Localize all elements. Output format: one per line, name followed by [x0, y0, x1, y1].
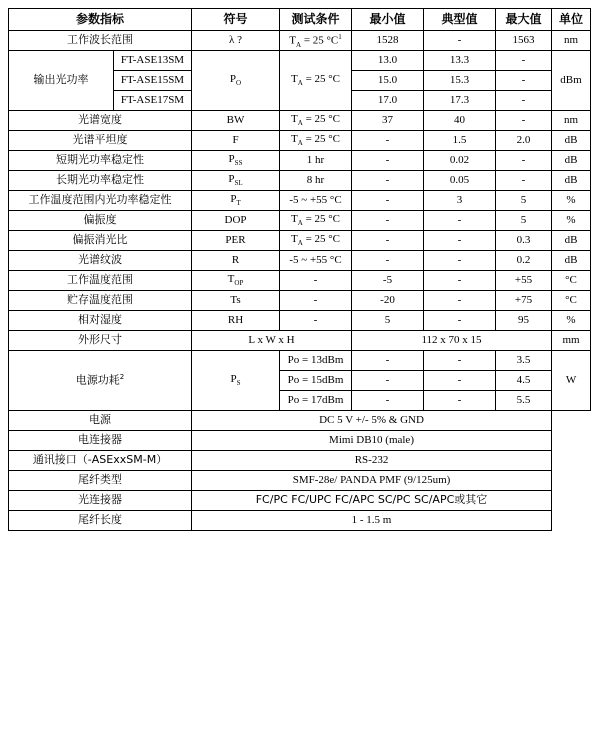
header-typical: 典型值	[424, 9, 496, 31]
table-row	[9, 291, 591, 311]
param-power-stability-over-temp: 工作温度范围内光功率稳定性	[9, 191, 192, 211]
typ-power-17dbm: -	[424, 391, 496, 411]
value-dimensions: 112 x 70 x 15	[352, 331, 552, 351]
symbol-power-consumption: $P_S$	[192, 351, 280, 411]
table-row	[9, 131, 591, 151]
typ-dop: -	[424, 211, 496, 231]
max-power-17dbm: 5.5	[496, 391, 552, 411]
table-row	[9, 311, 591, 331]
min-flatness: -	[352, 131, 424, 151]
cond-dop: $T_A = 25$ °C	[280, 211, 352, 231]
max-output-power-13: -	[496, 51, 552, 71]
param-wavelength-range: 工作波长范围	[9, 31, 192, 51]
cond-power-15dbm: Po = 15dBm	[280, 371, 352, 391]
min-operating-temperature: -5	[352, 271, 424, 291]
unit-per: dB	[552, 231, 591, 251]
cond-dimensions: L x W x H	[192, 331, 352, 351]
cond-output-power: $T_A = 25$ °C	[280, 51, 352, 111]
param-relative-humidity: 相对湿度	[9, 311, 192, 331]
min-output-power-17: 17.0	[352, 91, 424, 111]
max-ripple: 0.2	[496, 251, 552, 271]
typ-wavelength: -	[424, 31, 496, 51]
symbol-per: PER	[192, 231, 280, 251]
max-spectral-width: -	[496, 111, 552, 131]
min-power-stability-over-temp: -	[352, 191, 424, 211]
max-per: 0.3	[496, 231, 552, 251]
min-power-13dbm: -	[352, 351, 424, 371]
typ-output-power-13: 13.3	[424, 51, 496, 71]
typ-spectral-width: 40	[424, 111, 496, 131]
param-spectral-width: 光谱宽度	[9, 111, 192, 131]
table-row	[9, 331, 591, 351]
cond-short-term-stability: 1 hr	[280, 151, 352, 171]
cond-operating-temperature: -	[280, 271, 352, 291]
header-max: 最大值	[496, 9, 552, 31]
unit-dop: %	[552, 211, 591, 231]
table-row	[9, 31, 591, 51]
table-row	[9, 211, 591, 231]
cond-relative-humidity: -	[280, 311, 352, 331]
unit-wavelength: nm	[552, 31, 591, 51]
min-spectral-width: 37	[352, 111, 424, 131]
value-optical-connector: FC/PC FC/UPC FC/APC SC/PC SC/APC或其它	[192, 491, 552, 511]
model-ase13sm: FT-ASE13SM	[114, 51, 192, 71]
max-power-stability-over-temp: 5	[496, 191, 552, 211]
symbol-storage-temperature: Ts	[192, 291, 280, 311]
min-long-term-stability: -	[352, 171, 424, 191]
typ-flatness: 1.5	[424, 131, 496, 151]
header-unit: 单位	[552, 9, 591, 31]
cond-spectral-width: $T_A = 25$ °C	[280, 111, 352, 131]
unit-storage-temperature: °C	[552, 291, 591, 311]
table-row	[9, 411, 591, 431]
symbol-wavelength: λ ?	[192, 31, 280, 51]
header-min: 最小值	[352, 9, 424, 31]
unit-relative-humidity: %	[552, 311, 591, 331]
min-power-17dbm: -	[352, 391, 424, 411]
typ-per: -	[424, 231, 496, 251]
max-storage-temperature: +75	[496, 291, 552, 311]
max-dop: 5	[496, 211, 552, 231]
max-short-term-stability: -	[496, 151, 552, 171]
unit-power-stability-over-temp: %	[552, 191, 591, 211]
symbol-power-stability-over-temp: $P_T$	[192, 191, 280, 211]
max-power-13dbm: 3.5	[496, 351, 552, 371]
param-power-supply: 电源	[9, 411, 192, 431]
cond-storage-temperature: -	[280, 291, 352, 311]
unit-operating-temperature: °C	[552, 271, 591, 291]
param-storage-temperature: 贮存温度范围	[9, 291, 192, 311]
model-ase15sm: FT-ASE15SM	[114, 71, 192, 91]
typ-output-power-17: 17.3	[424, 91, 496, 111]
min-per: -	[352, 231, 424, 251]
unit-short-term-stability: dB	[552, 151, 591, 171]
max-power-15dbm: 4.5	[496, 371, 552, 391]
param-short-term-stability: 短期光功率稳定性	[9, 151, 192, 171]
table-row	[9, 451, 591, 471]
typ-ripple: -	[424, 251, 496, 271]
value-pigtail-type: SMF-28e/ PANDA PMF (9/125um)	[192, 471, 552, 491]
value-electrical-connector: Mimi DB10 (male)	[192, 431, 552, 451]
typ-short-term-stability: 0.02	[424, 151, 496, 171]
max-relative-humidity: 95	[496, 311, 552, 331]
table-row	[9, 431, 591, 451]
table-row	[9, 251, 591, 271]
min-output-power-15: 15.0	[352, 71, 424, 91]
min-dop: -	[352, 211, 424, 231]
param-electrical-connector: 电连接器	[9, 431, 192, 451]
model-ase17sm: FT-ASE17SM	[114, 91, 192, 111]
param-optical-connector: 光连接器	[9, 491, 192, 511]
table-row	[9, 471, 591, 491]
unit-long-term-stability: dB	[552, 171, 591, 191]
param-operating-temperature: 工作温度范围	[9, 271, 192, 291]
symbol-output-power: $P_O$	[192, 51, 280, 111]
min-wavelength: 1528	[352, 31, 424, 51]
symbol-ripple: R	[192, 251, 280, 271]
unit-output-power: dBm	[552, 51, 591, 111]
table-row	[9, 271, 591, 291]
cond-flatness: $T_A = 25$ °C	[280, 131, 352, 151]
max-flatness: 2.0	[496, 131, 552, 151]
unit-power-consumption: W	[552, 351, 591, 411]
table-row	[9, 111, 591, 131]
typ-output-power-15: 15.3	[424, 71, 496, 91]
min-relative-humidity: 5	[352, 311, 424, 331]
cond-power-stability-over-temp: -5 ~ +55 °C	[280, 191, 352, 211]
value-communication-interface: RS-232	[192, 451, 552, 471]
table-row	[9, 491, 591, 511]
unit-flatness: dB	[552, 131, 591, 151]
param-output-power: 输出光功率	[9, 51, 114, 111]
cond-long-term-stability: 8 hr	[280, 171, 352, 191]
cond-per: $T_A = 25$ °C	[280, 231, 352, 251]
unit-dimensions: mm	[552, 331, 591, 351]
param-long-term-stability: 长期光功率稳定性	[9, 171, 192, 191]
typ-power-13dbm: -	[424, 351, 496, 371]
max-wavelength: 1563	[496, 31, 552, 51]
header-symbol: 符号	[192, 9, 280, 31]
param-pigtail-type: 尾纤类型	[9, 471, 192, 491]
max-long-term-stability: -	[496, 171, 552, 191]
min-short-term-stability: -	[352, 151, 424, 171]
param-dimensions: 外形尺寸	[9, 331, 192, 351]
table-header-row	[9, 9, 591, 31]
typ-power-15dbm: -	[424, 371, 496, 391]
symbol-long-term-stability: $P_{SL}$	[192, 171, 280, 191]
table-row	[9, 151, 591, 171]
max-operating-temperature: +55	[496, 271, 552, 291]
symbol-relative-humidity: RH	[192, 311, 280, 331]
min-ripple: -	[352, 251, 424, 271]
param-power-consumption: 电源功耗$^2$	[9, 351, 192, 411]
specification-table	[8, 8, 591, 531]
value-power-supply: DC 5 V +/- 5% & GND	[192, 411, 552, 431]
symbol-flatness: F	[192, 131, 280, 151]
cond-power-13dbm: Po = 13dBm	[280, 351, 352, 371]
min-output-power-13: 13.0	[352, 51, 424, 71]
unit-ripple: dB	[552, 251, 591, 271]
table-row	[9, 511, 591, 531]
param-spectral-ripple: 光谱纹波	[9, 251, 192, 271]
min-storage-temperature: -20	[352, 291, 424, 311]
table-row	[9, 351, 591, 371]
param-pigtail-length: 尾纤长度	[9, 511, 192, 531]
table-row	[9, 231, 591, 251]
value-pigtail-length: 1 - 1.5 m	[192, 511, 552, 531]
param-spectral-flatness: 光谱平坦度	[9, 131, 192, 151]
param-degree-of-polarization: 偏振度	[9, 211, 192, 231]
symbol-short-term-stability: $P_{SS}$	[192, 151, 280, 171]
table-row	[9, 51, 591, 71]
header-parameter: 参数指标	[9, 9, 192, 31]
cond-ripple: -5 ~ +55 °C	[280, 251, 352, 271]
cond-wavelength: $T_A = 25$ $^\circ C^1$	[280, 31, 352, 51]
max-output-power-15: -	[496, 71, 552, 91]
min-power-15dbm: -	[352, 371, 424, 391]
max-output-power-17: -	[496, 91, 552, 111]
symbol-operating-temperature: $T_{OP}$	[192, 271, 280, 291]
unit-spectral-width: nm	[552, 111, 591, 131]
table-row	[9, 171, 591, 191]
symbol-spectral-width: BW	[192, 111, 280, 131]
param-polarization-extinction-ratio: 偏振消光比	[9, 231, 192, 251]
typ-power-stability-over-temp: 3	[424, 191, 496, 211]
param-communication-interface: 通讯接口（-ASExxSM-M）	[9, 451, 192, 471]
typ-storage-temperature: -	[424, 291, 496, 311]
typ-long-term-stability: 0.05	[424, 171, 496, 191]
typ-relative-humidity: -	[424, 311, 496, 331]
header-test-condition: 测试条件	[280, 9, 352, 31]
table-row	[9, 191, 591, 211]
typ-operating-temperature: -	[424, 271, 496, 291]
cond-power-17dbm: Po = 17dBm	[280, 391, 352, 411]
symbol-dop: DOP	[192, 211, 280, 231]
